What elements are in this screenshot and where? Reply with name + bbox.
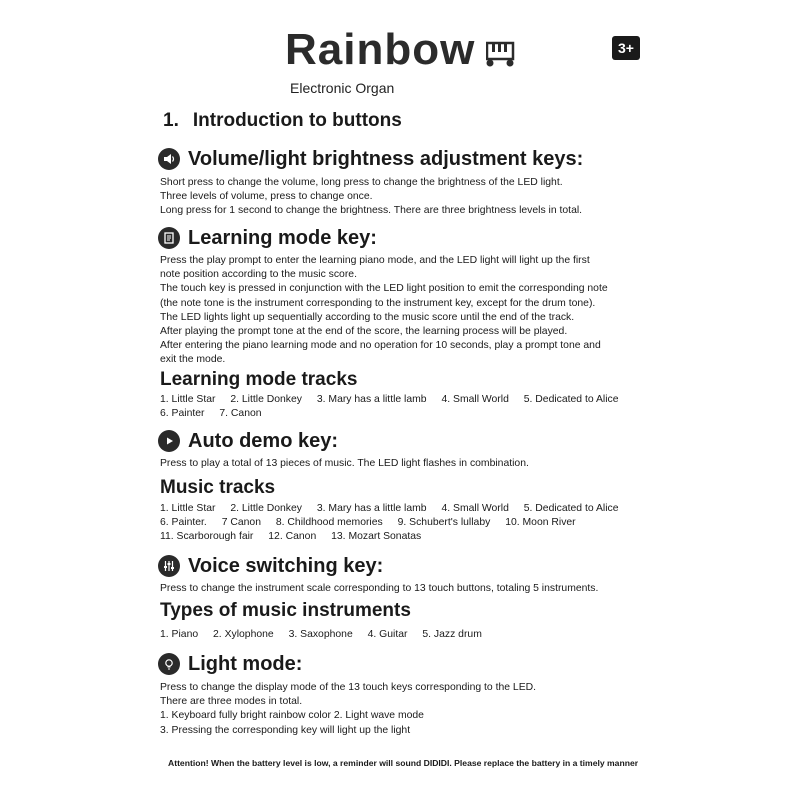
learning-description <box>160 254 660 368</box>
voice-heading-text: Voice switching key: <box>188 555 384 577</box>
instrument-item: 1. Piano <box>160 629 199 640</box>
learning-tracks-heading: Learning mode tracks <box>160 369 358 390</box>
volume-heading-text: Volume/light brightness adjustment keys: <box>188 148 584 170</box>
light-heading <box>158 653 302 675</box>
track-item: 7 Canon <box>221 517 261 529</box>
track-row <box>160 516 660 530</box>
volume-description <box>160 176 660 219</box>
track-row <box>160 407 660 421</box>
instrument-item: 4. Guitar <box>367 629 408 640</box>
text-line: The LED lights light up sequentially according to the music score until the end of the track. <box>160 311 575 323</box>
track-item: 1. Little Star <box>160 394 216 405</box>
light-bulb-icon <box>158 653 180 675</box>
text-line: 3. Pressing the corresponding key will light up the light <box>160 724 411 736</box>
equalizer-icon <box>158 555 180 577</box>
volume-heading <box>158 148 583 170</box>
track-item: 8. Childhood memories <box>275 517 383 529</box>
track-item: 10. Moon River <box>505 517 576 529</box>
voice-description <box>160 582 660 596</box>
instruments-list <box>160 628 660 642</box>
music-tracks-list <box>160 502 660 545</box>
track-item: 1. Little Star <box>160 503 216 514</box>
battery-attention-note: Attention! When the battery level is low, a reminder will sound DIDIDI. Please replace the battery in a timely manner <box>168 758 639 768</box>
track-item: 3. Mary has a little lamb <box>316 394 427 405</box>
text-line: Three levels of volume, press to change once. <box>160 191 373 203</box>
demo-heading-text: Auto demo key: <box>188 430 339 452</box>
text-line: The touch key is pressed in conjunction with the LED light position to emit the corresponding note <box>160 283 608 295</box>
track-row <box>160 502 660 516</box>
play-icon <box>158 430 180 452</box>
instrument-item: 3. Saxophone <box>288 629 353 640</box>
instrument-row <box>160 628 660 642</box>
instrument-item: 5. Jazz drum <box>422 629 482 640</box>
track-item: 9. Schubert's lullaby <box>397 517 491 529</box>
text-line: There are three modes in total. <box>160 696 303 708</box>
section-title <box>163 110 402 132</box>
track-item: 4. Small World <box>441 503 509 514</box>
track-item: 5. Dedicated to Alice <box>523 394 619 405</box>
text-line: 1. Keyboard fully bright rainbow color 2. Light wave mode <box>160 710 424 722</box>
track-item: 13. Mozart Sonatas <box>331 531 422 543</box>
music-tracks-heading: Music tracks <box>160 477 276 498</box>
track-item: 4. Small World <box>441 394 509 405</box>
learning-heading <box>158 227 377 249</box>
track-item: 6. Painter. <box>160 517 207 529</box>
demo-description <box>160 457 660 471</box>
text-line: Short press to change the volume, long press to change the brightness of the LED light. <box>160 177 563 188</box>
learning-heading-text: Learning mode key: <box>188 227 377 249</box>
track-item: 11. Scarborough fair <box>160 531 254 543</box>
text-line: Long press for 1 second to change the brightness. There are three brightness levels in total. <box>160 205 583 217</box>
text-line: Press to play a total of 13 pieces of music. The LED light flashes in combination. <box>160 458 529 469</box>
section-title-text: Introduction to buttons <box>192 110 402 131</box>
track-item: 3. Mary has a little lamb <box>316 503 427 514</box>
instruments-heading: Types of music instruments <box>160 600 411 621</box>
brand-title: Rainbow <box>285 25 476 74</box>
age-badge: 3+ <box>612 36 640 60</box>
text-line: exit the mode. <box>160 354 226 366</box>
track-item: 2. Little Donkey <box>230 503 302 514</box>
track-row <box>160 393 660 407</box>
text-line: (the note tone is the instrument corresponding to the instrument key, except for the drum tone). <box>160 297 596 309</box>
demo-heading <box>158 430 338 452</box>
track-item: 6. Painter <box>160 408 205 420</box>
speaker-icon <box>158 148 180 170</box>
track-item: 2. Little Donkey <box>230 394 302 405</box>
text-line: Press the play prompt to enter the learning piano mode, and the LED light will light up the first <box>160 255 590 266</box>
track-item: 5. Dedicated to Alice <box>523 503 619 514</box>
section-number: 1. <box>163 110 179 131</box>
piano-keys-icon <box>486 40 516 73</box>
voice-heading <box>158 555 383 577</box>
text-line: Press to change the instrument scale corresponding to 13 touch buttons, totaling 5 instruments. <box>160 583 599 594</box>
text-line: Press to change the display mode of the 13 touch keys corresponding to the LED. <box>160 682 537 693</box>
light-description <box>160 681 660 738</box>
text-line: After playing the prompt tone at the end of the score, the learning process will be played. <box>160 326 568 338</box>
text-line: note position according to the music score. <box>160 269 357 281</box>
instrument-item: 2. Xylophone <box>213 629 274 640</box>
track-item: 7. Canon <box>219 408 262 420</box>
text-line: After entering the piano learning mode and no operation for 10 seconds, play a prompt tone and <box>160 340 601 352</box>
brand-subtitle: Electronic Organ <box>290 80 395 96</box>
track-row <box>160 530 660 544</box>
light-heading-text: Light mode: <box>188 653 303 675</box>
track-item: 12. Canon <box>268 531 317 543</box>
learning-book-icon <box>158 227 180 249</box>
learning-tracks-list <box>160 393 660 421</box>
